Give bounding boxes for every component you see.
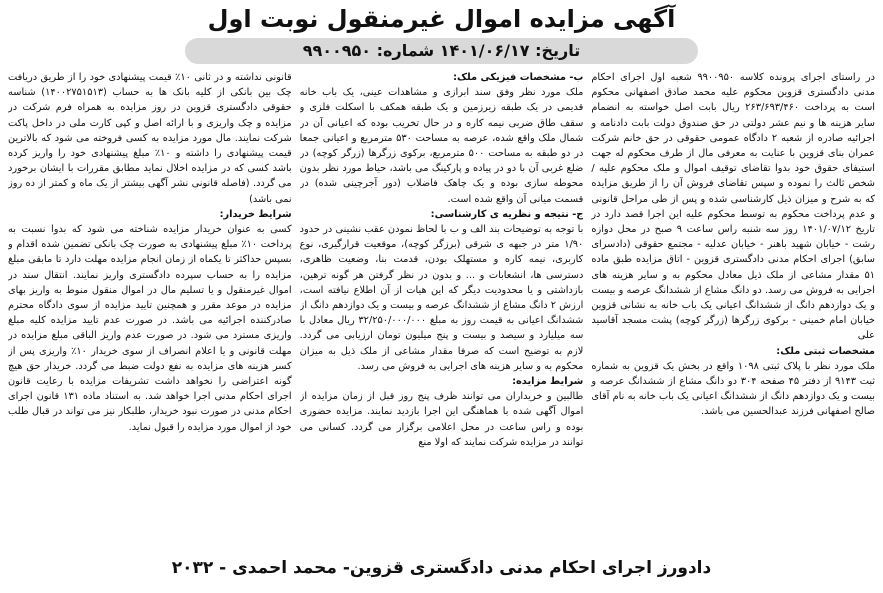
notice-title: آگهی مزایده اموال غیرمنقول نوبت اول xyxy=(207,5,676,33)
auction-terms-paragraph: طالبین و خریداران می توانند ظرف پنج روز قبل از زمان مزایده از اموال آگهی شده با هماهنگی این اجرا بازدید نمایند. مزایده حضوری بوده و راس ساعت در محل اعلامی برگزار می گردد. کسانی می توانند در مزایده شرکت نمایند که اولا منع xyxy=(299,391,584,448)
column-left xyxy=(8,70,292,550)
registration-heading: مشخصات ثبتی ملک: xyxy=(776,345,875,357)
expert-opinion-heading: ج- نتیجه و نظریه ی کارشناسی: xyxy=(430,208,584,220)
column-middle xyxy=(300,70,584,550)
buyer-terms-heading: شرایط خریدار: xyxy=(219,208,292,220)
date-number-band: تاریخ: ۱۴۰۱/۰۶/۱۷ شماره: ۹۹۰۰۹۵۰ xyxy=(185,38,698,64)
column-right xyxy=(591,70,875,550)
auction-terms-heading: شرایط مزایده: xyxy=(512,376,584,388)
expert-opinion-paragraph: با توجه به توضیحات بند الف و ب با لحاظ نمودن عقب نشینی در حدود ۱/۹۰ متر در جبهه ی شرقی (برزگر کوچه)، موقعیت قرارگیری، نوع کاربری، نیمه کاره و مستهلک بودن، قدمت بنا، وضعیت ظاهری، دسترسی ها، انشعابات و ... و بدون در نظر گرفتن هر گونه ترهین، بازداشتی و یا محدودیت دیگر که این هیات از آن اطلاع نیافته است، ارزش ۲ دانگ مشاع از ششدانگ عرصه و بیست و یک دوازدهم دانگ از ششدانگ اعیانی به قیمت روز به مبلغ ۳۲/۲۵۰/۰۰۰/۰۰۰ ریال معادل با سه میلیارد و سیصد و بیست و پنج میلیون تومان ارزیابی می گردد. لازم به توضیح است که صرفا مقدار مشاعی از ملک ذیل به میزان محکوم به و سایر هزینه های اجرایی به فروش می رسد. xyxy=(299,224,584,372)
physical-specs-heading: ب- مشخصات فیزیکی ملک: xyxy=(453,72,584,83)
registration-paragraph: ملک مورد نظر با پلاک ثبتی ۱۰۹۸ واقع در بخش یک قزوین به شماره ثبت ۹۱۴۳ از دفتر ۴۵ صفحه ۳۰۴ دو دانگ مشاع از ششدانگ عرصه و بیست و یک دوازدهم دانگ از ششدانگ اعیانی یک باب خانه به نام آقای صالح اصفهانی فرزند عبدالحسین می باشد. xyxy=(591,360,875,418)
notice-footer-signature: دادورز اجرای احکام مدنی دادگستری قزوین- محمد احمدی - ۲۰۳۲ xyxy=(171,558,712,578)
buyer-terms-paragraph: کسی به عنوان خریدار مزایده شناخته می شود که بدوا نسبت به پرداخت ۱۰٪ مبلغ پیشنهادی به صورت چک بانکی تضمین شده اقدام و بسپس حداکثر تا یکماه از زمان انجام مزایده مهلت دارد تا مابقی مبلغ مزایده را به حساب سپرده دادگستری واریز نمایند. انتقال سند در اموال غیرمنقول و یا تسلیم مال در اموال منقول منوط به واریز بهای مزایده در موعد مقرر و همچنین تایید مزایده از سوی دادگاه محترم صادرکننده اجرائیه می باشد. در صورت عدم تایید مزایده کلیه مبلغ واریزی مسترد می شود. در صورت عدم واریز الباقی مبلغ مزایده در مهلت قانونی و یا اعلام انصراف از سوی خریدار ۱۰٪ واریزی پس از کسر هزینه های مزایده به نفع دولت ضبط می گردد. خریدار حق هیچ گونه اعتراضی را نخواهد داشت تشریفات مزایده با رعایت قانون اجرای احکام مدنی اجرا خواهد شد. به استناد ماده ۱۳۱ قانون اجرای احکام مدنی در صورت نبود خریدار، طلبکار نیز می تواند در قبال طلب خود از اموال مورد مزایده را قبول نماید. xyxy=(7,224,292,433)
notice-columns xyxy=(8,70,875,550)
intro-paragraph: در راستای اجرای پرونده کلاسه ۹۹۰۰۹۵۰ شعبه اول اجرای احکام مدنی دادگستری قزوین محکوم علیه محمد صادق اصفهانی محکوم است به پرداخت ۲۶۳/۶۹۳/۴۶۰ ریال بابت اصل خواسته به انضمام سایر هزینه ها و نیم عشر دولتی در حق صندوق دولت بابت دادنامه و اجرائیه صادره از شعبه ۲ دادگاه عمومی حقوقی در حق خانم شرکت عمران بنای قزوین با عنایت به معرفی مال از طرف محکوم له جهت استیفای حقوق خود بدوا تقاضای توقیف اموال و ملک محکوم علیه / شخص ثالث را نموده و سپس تقاضای فروش آن را از طریق مزایده که به شرح و میزان ذیل کارشناسی شده و پس از طی مراحل قانونی و عدم پرداخت محکوم به توسط محکوم علیه این اجرا قصد دارد در تاریخ ۱۴۰۱/۰۷/۱۲ روز سه شنبه راس ساعت ۹ صبح در محل دوازه رشت - خیابان شهید باهنر - خیابان عدلیه - مجتمع حقوقی (دادسرای سابق) اجرای احکام مدنی دادگستری قزوین - اتاق مزایده طبق ماده ۵۱ مقدار مشاعی از ملک ذیل معادل محکوم به و سایر هزینه های اجرایی به فروش می رسد. دو دانگ مشاع از ششدانگ عرصه و بیست و یک دوازدهم دانگ از ششدانگ اعیانی یک باب خانه به نشانی قزوین خیابان امام خمینی - برکوی زرگرها (زرگر کوچه) پشت مسجد آقاسید علی xyxy=(591,72,875,342)
physical-specs-paragraph: ملک مورد نظر وفق سند ابرازی و مشاهدات عینی، یک باب خانه قدیمی در یک طبقه زیرزمین و یک طبقه همکف با اسکلت فلزی و سقف طاق ضربی نیمه کاره و در حال تخریب بوده که اعیانی آن در شمال ملک واقع شده، عرصه به مساحت ۵۳۰ مترمربع و اعیانی جمعا در دو طبقه به مساحت ۵۰۰ مترمربع، برکوی زرگرها (زرگر کوچه) در ضلع غربی آن با دو در پیاده و پارکینگ می باشد، حیاط مورد نظر بدون محوطه سازی بوده و یک چاهک فاضلاب (دور آجرچینی شده) در قسمت میانی آن واقع شده است. xyxy=(299,87,584,205)
auction-terms-continued: قانونی نداشته و در ثانی ۱۰٪ قیمت پیشنهادی خود را از طریق دریافت چک بین بانکی از کلیه بانک ها به حساب (۱۴۰۰۲۷۵۱۵۱۳) شناسه حقوقی دادگستری قزوین در روز مزایده به همراه فرم شرکت در مزایده و چک واریزی و با ارائه اصل و کپی کارت ملی در داخل پاکت شرکت نمایند. مال مورد مزایده به کسی فروخته می شود که بالاترین قیمت پیشنهادی را داشته و ۱۰٪ مبلغ پیشنهادی خود را واریز کرده باشد کسی که در مزایده اخلال نماید مطابق مقررات با ایشان برخورد می گردد. (فاصله قانونی نشر آگهی بیشتر از یک ماه و کمتر از ده روز نمی باشد) xyxy=(7,72,292,205)
